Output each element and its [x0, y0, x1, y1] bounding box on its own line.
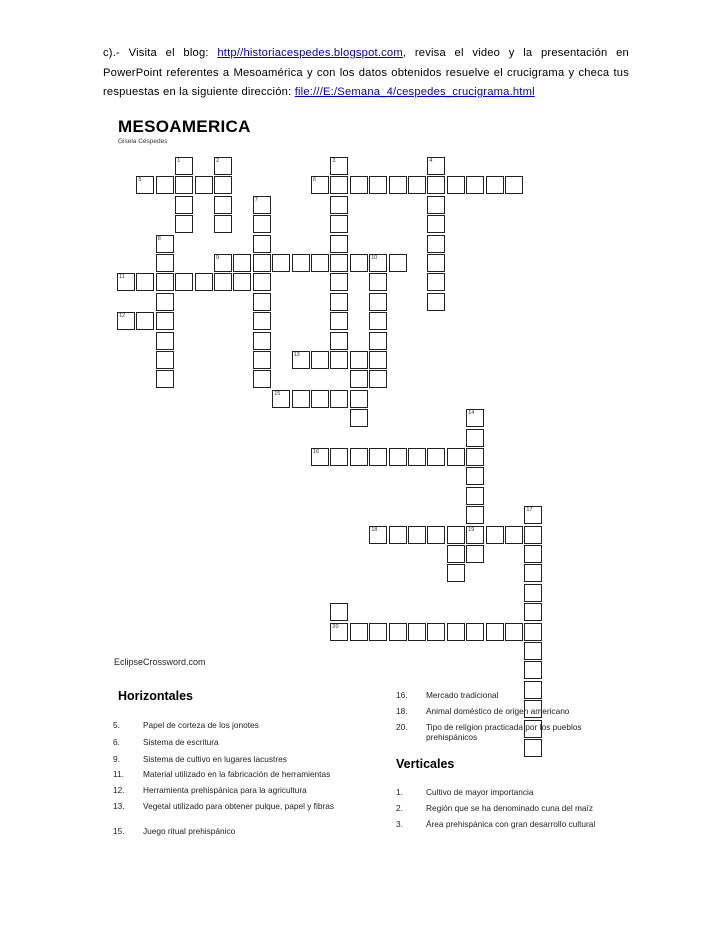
verticales-title: Verticales — [396, 757, 455, 771]
cell-number: 20 — [332, 623, 339, 630]
clue-text: Sistema de escritura — [143, 737, 219, 747]
clue-text: Papel de corteza de los jonotes — [143, 720, 259, 730]
cell-number: 4 — [429, 158, 433, 164]
cell-number: 12 — [119, 313, 126, 320]
cell-number: 13 — [293, 352, 300, 358]
crossword-answers-link[interactable]: file:///E:/Semana_4/cespedes_crucigrama.html — [294, 86, 535, 98]
cell-number: 9 — [216, 255, 220, 261]
clue-text: Tipo de religion practicada por los pueblos prehispánicos — [426, 722, 582, 742]
cell-number: 17 — [526, 507, 533, 514]
cell-number: 18 — [371, 526, 378, 533]
cell-number: 2 — [216, 158, 220, 164]
intro-text-2: , revisa el video y la presentación en PowerPoint referentes a Mesoamérica y con los datos obtenidos resuelve el crucigrama y checa tus respuestas en la siguiente dirección: — [103, 47, 629, 98]
clue-text: Herramienta prehispánica para la agricultura — [143, 785, 307, 795]
clue-number: 18. — [396, 706, 408, 716]
clue-number: 20. — [396, 722, 408, 732]
cell-number: 11 — [119, 274, 125, 281]
clue-number: 5. — [113, 720, 120, 730]
cell-number: 3 — [332, 158, 336, 164]
horizontales-title: Horizontales — [118, 689, 194, 703]
cell-number: 10 — [371, 255, 378, 261]
clue-number: 9. — [113, 754, 120, 764]
clue-text: Material utilizado en la fabricación de herramientas — [143, 769, 331, 779]
puzzle-title: MESOAMERICA — [118, 117, 251, 136]
clue-text: Sistema de cultivo en lugares lacustres — [143, 754, 287, 764]
cell-number: 8 — [157, 235, 161, 242]
puzzle-footer: EclipseCrossword.com — [114, 657, 206, 667]
cell-number: 7 — [254, 196, 258, 203]
clue-text: Mercado tradicional — [426, 690, 499, 700]
clue-text: Juego ritual prehispánico — [143, 826, 236, 836]
puzzle-author: Gisela Céspedes — [118, 138, 168, 145]
clue-text: Vegetal utilizado para obtener pulque, papel y fibras — [143, 801, 334, 811]
cell-number: 16 — [313, 449, 320, 455]
blog-link[interactable]: http//historiacespedes.blogspot.com — [217, 47, 403, 59]
cell-number: 19 — [468, 526, 475, 533]
clue-number: 12. — [113, 785, 125, 795]
clue-number: 15. — [113, 826, 125, 836]
clue-number: 16. — [396, 690, 408, 700]
clue-number: 2. — [396, 803, 403, 813]
cell-number: 14 — [468, 410, 475, 417]
cell-number: 5 — [138, 177, 142, 184]
intro-text-1: c).- Visita el blog: — [103, 47, 218, 59]
clue-number: 3. — [396, 819, 403, 829]
cell-number: 1 — [177, 158, 181, 164]
cell-number: 15 — [274, 390, 281, 397]
clue-text: Región que se ha denominado cuna del maíz — [426, 803, 593, 813]
clue-text: Cultivo de mayor importancia — [426, 787, 534, 797]
clue-text: Área prehispánica con gran desarrollo cultural — [426, 819, 596, 829]
clue-text: Animal doméstico de origen americano — [426, 706, 570, 716]
clue-number: 6. — [113, 737, 120, 747]
clue-number: 13. — [113, 801, 125, 811]
clue-number: 11. — [113, 769, 124, 779]
clue-number: 1. — [396, 787, 403, 797]
cell-number: 6 — [313, 177, 317, 184]
